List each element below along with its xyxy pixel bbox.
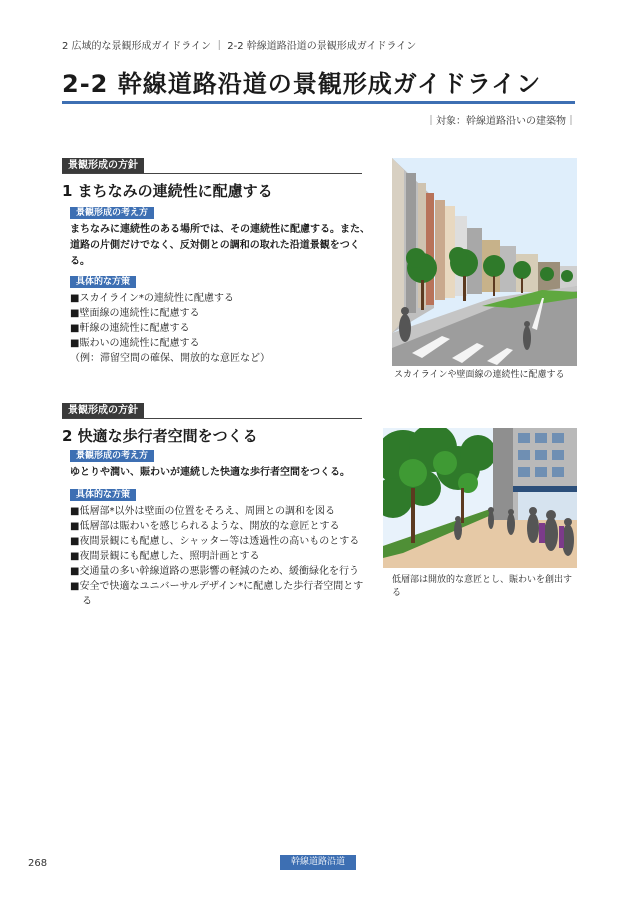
measures-list-1 (70, 291, 370, 366)
title-rule (62, 101, 575, 104)
list-item: ■夜間景観にも配慮した、照明計画とする (70, 551, 260, 562)
street-illustration (392, 158, 577, 366)
policy-label-2: 景観形成の方針 (62, 403, 144, 419)
approach-text-1: まちなみに連続性のある場所では、その連続性に配慮する。また、道路の片側だけでなく、反対側との調和の取れた沿道景観をつくる。 (70, 224, 370, 267)
list-item: （例：滞留空間の確保、開放的な意匠など） (70, 353, 270, 364)
list-item: ■スカイライン*の連続性に配慮する (70, 293, 234, 304)
measures-label-1: 具体的な方策 (70, 276, 136, 288)
sidewalk-illustration (383, 428, 577, 568)
page-number: 268 (28, 858, 48, 869)
list-item: ■低層部*以外は壁面の位置をそろえ、周囲との調和を図る (70, 506, 336, 517)
page-title: 2-2 幹線道路沿道の景観形成ガイドライン (62, 70, 542, 98)
section-heading-1: 1 まちなみの連続性に配慮する (62, 182, 273, 200)
policy-label-1: 景観形成の方針 (62, 158, 144, 174)
approach-label-1: 景観形成の考え方 (70, 207, 154, 219)
approach-label-2: 景観形成の考え方 (70, 450, 154, 462)
list-item: ■軒線の連続性に配慮する (70, 323, 190, 334)
breadcrumb: 2 広域的な景観形成ガイドライン ｜ 2-2 幹線道路沿道の景観形成ガイドライン (62, 41, 417, 52)
target-note: ｜対象：幹線道路沿いの建築物｜ (426, 116, 576, 127)
list-item: ■賑わいの連続性に配慮する (70, 338, 200, 349)
measures-label-2: 具体的な方策 (70, 489, 136, 501)
list-item: ■交通量の多い幹線道路の悪影響の軽減のため、緩衝緑化を行う (70, 566, 360, 577)
list-item: ■低層部は賑わいを感じられるような、開放的な意匠とする (70, 521, 340, 532)
policy-rule-1 (62, 173, 362, 174)
caption-1: スカイラインや壁面線の連続性に配慮する (394, 370, 565, 380)
list-item: ■壁面線の連続性に配慮する (70, 308, 200, 319)
list-item: ■夜間景観にも配慮し、シャッター等は透過性の高いものとする (70, 536, 360, 547)
section-heading-2: 2 快適な歩行者空間をつくる (62, 427, 258, 445)
list-item: ■安全で快適なユニバーサルデザイン*に配慮した歩行者空間とする (70, 581, 364, 607)
footer-tab: 幹線道路沿道 (280, 855, 356, 870)
measures-list-2 (70, 504, 370, 609)
approach-text-2: ゆとりや潤い、賑わいが連続した快適な歩行者空間をつくる。 (70, 467, 350, 478)
caption-2: 低層部は開放的な意匠とし、賑わいを創出する (392, 575, 573, 598)
policy-rule-2 (62, 418, 362, 419)
